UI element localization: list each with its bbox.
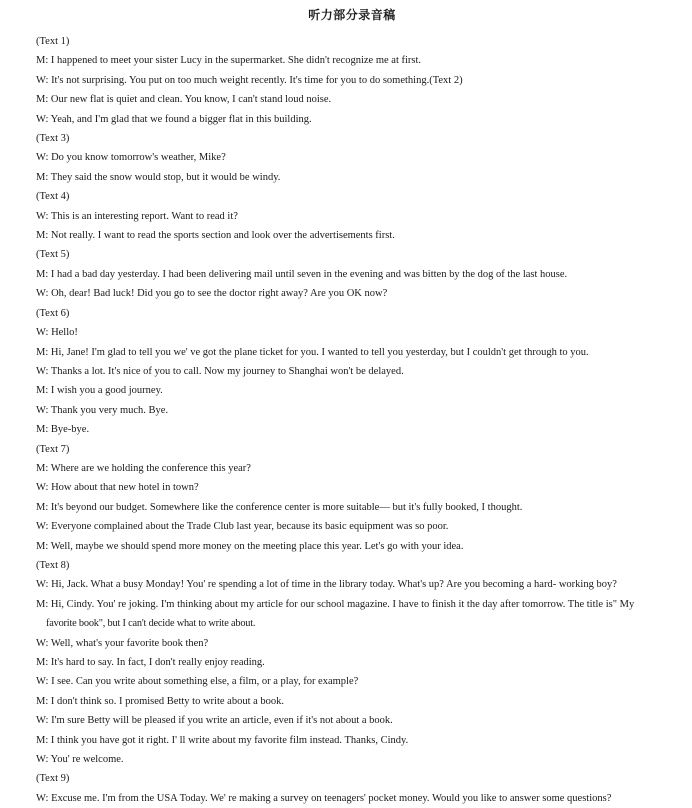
dialogue-line: M: Our new flat is quiet and clean. You know, I can't stand loud noise. (36, 94, 332, 106)
dialogue-line: M: I happened to meet your sister Lucy in the supermarket. She didn't recognize me at first. (36, 55, 422, 67)
dialogue-line: W: Everyone complained about the Trade Club last year, because its basic equipment was so poor. (36, 521, 449, 533)
dialogue-line: M: Where are we holding the conference this year? (36, 462, 251, 474)
dialogue-line: W: I'm sure Betty will be pleased if you write an article, even if it's not about a book. (36, 715, 393, 727)
dialogue-line: W: I see. Can you write about something else, a film, or a play, for example? (36, 676, 359, 688)
dialogue-line: W: How about that new hotel in town? (36, 482, 199, 494)
section-heading: (Text 6) (36, 307, 70, 319)
section-heading: (Text 7) (36, 443, 70, 455)
dialogue-line: W: You' re welcome. (36, 754, 124, 766)
dialogue-line: M: I wish you a good journey. (36, 385, 163, 397)
section-heading: (Text 5) (36, 249, 70, 261)
section-heading: (Text 8) (36, 559, 70, 571)
section-heading: (Text 9) (36, 773, 70, 785)
section-heading: (Text 1) (36, 36, 70, 47)
dialogue-line: W: It's not surprising. You put on too much weight recently. It's time for you to do something.(Text 2) (36, 74, 463, 86)
dialogue-line: M: I had a bad day yesterday. I had been delivering mail until seven in the evening and was bitten by the dog of the last house. (36, 268, 568, 280)
dialogue-line: W: Do you know tomorrow's weather, Mike? (36, 152, 226, 164)
dialogue-line: M: It's beyond our budget. Somewhere like the conference center is more suitable— but it's fully booked, I thought. (36, 501, 523, 513)
dialogue-line: W: Excuse me. I'm from the USA Today. We' re making a survey on teenagers' pocket money. Would you like to answer some questions? (36, 792, 612, 804)
dialogue-line: M: Not really. I want to read the sports section and look over the advertisements first. (36, 230, 395, 242)
dialogue-line: M: I don't think so. I promised Betty to write about a book. (36, 695, 285, 707)
dialogue-line: W: Hello! (36, 327, 78, 339)
transcript-lines (36, 32, 668, 808)
dialogue-line: M: Well, maybe we should spend more money on the meeting place this year. Let's go with your idea. (36, 540, 464, 552)
dialogue-line: W: This is an interesting report. Want to read it? (36, 210, 238, 222)
dialogue-line: W: Oh, dear! Bad luck! Did you go to see the doctor right away? Are you OK now? (36, 288, 388, 300)
dialogue-line: M: It's hard to say. In fact, I don't really enjoy reading. (36, 657, 265, 668)
dialogue-line: W: Thank you very much. Bye. (36, 404, 169, 416)
dialogue-line: M: Hi, Jane! I'm glad to tell you we' ve got the plane ticket for you. I wanted to tell you yesterday, but I couldn't get through to you. (36, 346, 589, 358)
dialogue-line: M: I think you have got it right. I' ll write about my favorite film instead. Thanks, Cindy. (36, 734, 409, 746)
section-heading: (Text 3) (36, 133, 70, 145)
dialogue-line-continuation: favorite book", but I can't decide what to write about. (46, 618, 256, 630)
dialogue-line: M: Bye-bye. (36, 424, 90, 436)
dialogue-line: W: Well, what's your favorite book then? (36, 637, 209, 649)
dialogue-line: M: Hi, Cindy. You' re joking. I'm thinking about my article for our school magazine. I have to finish it the day after tomorrow. The title is" My (36, 598, 635, 610)
page-title: 听力部分录音稿 (308, 8, 396, 22)
dialogue-line: M: They said the snow would stop, but it would be windy. (36, 171, 281, 183)
dialogue-line: W: Hi, Jack. What a busy Monday! You' re spending a lot of time in the library today. What's up? Are you becoming a hard- working boy? (36, 579, 617, 591)
section-heading: (Text 4) (36, 191, 70, 203)
dialogue-line: W: Yeah, and I'm glad that we found a bigger flat in this building. (36, 113, 312, 125)
dialogue-line: W: Thanks a lot. It's nice of you to call. Now my journey to Shanghai won't be delayed. (36, 365, 404, 377)
